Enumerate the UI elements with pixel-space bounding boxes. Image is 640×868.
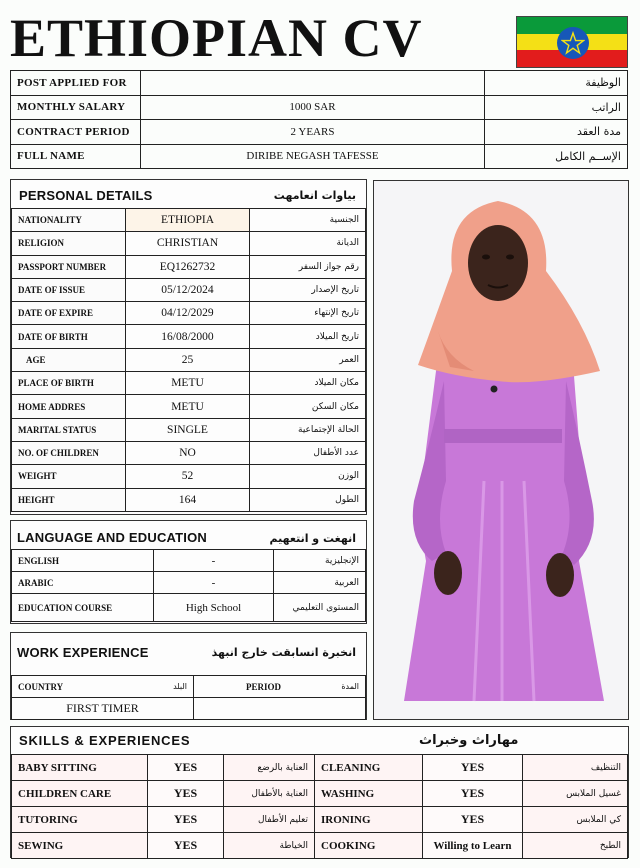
- date-of-birth-ar: تاريخ الميلاد: [250, 325, 366, 348]
- height-value: 164: [126, 488, 250, 511]
- table-row: [11, 120, 628, 145]
- table-row: [12, 302, 366, 325]
- nationality-label: NATIONALITY: [12, 209, 126, 232]
- job-table: [10, 70, 628, 169]
- passport-number-ar: رقم جواز السفر: [250, 255, 366, 278]
- period-ar: المدة: [341, 681, 359, 691]
- table-row: [12, 698, 366, 720]
- table-row: [12, 255, 366, 278]
- table-row: [12, 395, 366, 418]
- language-education-heading-ar: انهغت و انتعهيم: [269, 532, 356, 545]
- marital-status-label: MARITAL STATUS: [12, 418, 126, 441]
- table-row: [11, 71, 628, 96]
- monthly-salary-ar: الراتب: [485, 95, 628, 120]
- post-applied-ar: الوظيفة: [485, 71, 628, 96]
- applicant-photo: [373, 180, 629, 720]
- post-applied-label: POST APPLIED FOR: [11, 71, 141, 96]
- skill-cooking: COOKING: [315, 833, 423, 859]
- skill-ironing-ar: كي الملابس: [523, 807, 628, 833]
- skill-tutoring-value: YES: [148, 807, 224, 833]
- religion-value: CHRISTIAN: [126, 232, 250, 255]
- education-value: High School: [154, 594, 274, 622]
- religion-ar: الديانة: [250, 232, 366, 255]
- table-row: [12, 488, 366, 511]
- full-name-label: FULL NAME: [11, 144, 141, 169]
- contract-period-ar: مدة العقد: [485, 120, 628, 145]
- skill-cooking-value: Willing to Learn: [423, 833, 523, 859]
- children-label: NO. OF CHILDREN: [12, 441, 126, 464]
- country-label: COUNTRY: [18, 681, 64, 692]
- passport-number-label: PASSPORT NUMBER: [12, 255, 126, 278]
- table-row: [12, 572, 366, 594]
- period-value: [194, 698, 366, 720]
- table-row: [12, 348, 366, 371]
- arabic-ar: العربية: [274, 572, 366, 594]
- personal-details-section: [10, 179, 367, 515]
- table-row: [12, 550, 366, 572]
- skill-washing-value: YES: [423, 781, 523, 807]
- personal-details-table: [11, 208, 366, 512]
- country-header: [12, 676, 194, 698]
- home-address-label: HOME ADDRES: [12, 395, 126, 418]
- place-of-birth-value: METU: [126, 372, 250, 395]
- date-of-expire-ar: تاريخ الإنتهاء: [250, 302, 366, 325]
- skill-washing: WASHING: [315, 781, 423, 807]
- weight-ar: الوزن: [250, 465, 366, 488]
- country-ar: البلد: [173, 681, 187, 691]
- first-timer-value: FIRST TIMER: [12, 698, 194, 720]
- skill-cooking-ar: الطبخ: [523, 833, 628, 859]
- height-label: HEIGHT: [12, 488, 126, 511]
- marital-status-value: SINGLE: [126, 418, 250, 441]
- skill-sewing-ar: الخياطة: [224, 833, 315, 859]
- monthly-salary-label: MONTHLY SALARY: [11, 95, 141, 120]
- skill-cleaning-ar: التنظيف: [523, 755, 628, 781]
- language-table: [11, 549, 366, 622]
- place-of-birth-label: PLACE OF BIRTH: [12, 372, 126, 395]
- english-value: -: [154, 550, 274, 572]
- weight-value: 52: [126, 465, 250, 488]
- skill-tutoring-ar: تعليم الأطفال: [224, 807, 315, 833]
- table-row: [12, 807, 628, 833]
- nationality-ar: الجنسية: [250, 209, 366, 232]
- table-row: [12, 441, 366, 464]
- contract-period-value: 2 YEARS: [141, 120, 485, 145]
- marital-status-ar: الحالة الإجتماعية: [250, 418, 366, 441]
- table-row: [12, 372, 366, 395]
- arabic-label: ARABIC: [12, 572, 154, 594]
- skill-children-care-value: YES: [148, 781, 224, 807]
- work-experience-heading-ar: انخبرة انسابقت خارج انبهذ: [211, 646, 356, 659]
- work-experience-heading: WORK EXPERIENCE: [17, 645, 149, 660]
- personal-details-heading-ar: بياوات انعامهت: [273, 189, 356, 202]
- cv-title: ETHIOPIAN CV: [10, 8, 423, 68]
- ethiopia-flag-icon: [516, 16, 628, 68]
- table-row: [12, 676, 366, 698]
- table-row: [11, 95, 628, 120]
- table-row: [12, 594, 366, 622]
- skill-ironing-value: YES: [423, 807, 523, 833]
- skills-table: [11, 754, 628, 859]
- table-row: [11, 144, 628, 169]
- language-education-heading: LANGUAGE AND EDUCATION: [17, 530, 208, 545]
- skill-tutoring: TUTORING: [12, 807, 148, 833]
- english-ar: الإنجليزية: [274, 550, 366, 572]
- date-of-issue-label: DATE OF ISSUE: [12, 278, 126, 301]
- date-of-issue-ar: تاريخ الإصدار: [250, 278, 366, 301]
- full-name-value: DIRIBE NEGASH TAFESSE: [141, 144, 485, 169]
- full-name-ar: الإســم الكامل: [485, 144, 628, 169]
- table-row: [12, 465, 366, 488]
- skill-cleaning-value: YES: [423, 755, 523, 781]
- skill-children-care-ar: العناية بالأطفال: [224, 781, 315, 807]
- table-row: [12, 232, 366, 255]
- table-row: [12, 209, 366, 232]
- english-label: ENGLISH: [12, 550, 154, 572]
- table-row: [12, 278, 366, 301]
- table-row: [12, 755, 628, 781]
- passport-number-value: EQ1262732: [126, 255, 250, 278]
- date-of-birth-label: DATE OF BIRTH: [12, 325, 126, 348]
- arabic-value: -: [154, 572, 274, 594]
- skill-children-care: CHILDREN CARE: [12, 781, 148, 807]
- height-ar: الطول: [250, 488, 366, 511]
- table-row: [12, 833, 628, 859]
- skill-washing-ar: غسيل الملابس: [523, 781, 628, 807]
- age-ar: العمر: [250, 348, 366, 371]
- date-of-expire-label: DATE OF EXPIRE: [12, 302, 126, 325]
- skills-heading: SKILLS & EXPERIENCES: [19, 733, 191, 748]
- skills-section: [10, 726, 629, 858]
- skill-cleaning: CLEANING: [315, 755, 423, 781]
- age-value: 25: [126, 348, 250, 371]
- date-of-issue-value: 05/12/2024: [126, 278, 250, 301]
- monthly-salary-value: 1000 SAR: [141, 95, 485, 120]
- table-row: [12, 325, 366, 348]
- work-experience-section: [10, 632, 367, 720]
- skills-heading-ar: مهاراث وخبراث: [419, 733, 519, 748]
- date-of-birth-value: 16/08/2000: [126, 325, 250, 348]
- period-label: PERIOD: [246, 681, 282, 692]
- skill-baby-sitting-value: YES: [148, 755, 224, 781]
- table-row: [12, 418, 366, 441]
- contract-period-label: CONTRACT PERIOD: [11, 120, 141, 145]
- skill-sewing-value: YES: [148, 833, 224, 859]
- date-of-expire-value: 04/12/2029: [126, 302, 250, 325]
- work-table: [11, 675, 366, 720]
- children-ar: عدد الأطفال: [250, 441, 366, 464]
- place-of-birth-ar: مكان الميلاد: [250, 372, 366, 395]
- post-applied-value: [141, 71, 485, 96]
- age-label: AGE: [12, 348, 126, 371]
- table-row: [12, 781, 628, 807]
- education-label: EDUCATION COURSE: [12, 594, 154, 622]
- skill-ironing: IRONING: [315, 807, 423, 833]
- skill-baby-sitting: BABY SITTING: [12, 755, 148, 781]
- skill-sewing: SEWING: [12, 833, 148, 859]
- home-address-ar: مكان السكن: [250, 395, 366, 418]
- children-value: NO: [126, 441, 250, 464]
- nationality-value: ETHIOPIA: [126, 209, 250, 232]
- period-header: [194, 676, 366, 698]
- religion-label: RELIGION: [12, 232, 126, 255]
- skill-baby-sitting-ar: العناية بالرضع: [224, 755, 315, 781]
- weight-label: WEIGHT: [12, 465, 126, 488]
- home-address-value: METU: [126, 395, 250, 418]
- language-education-section: [10, 520, 367, 624]
- education-ar: المستوى التعليمي: [274, 594, 366, 622]
- personal-details-heading: PERSONAL DETAILS: [19, 188, 153, 203]
